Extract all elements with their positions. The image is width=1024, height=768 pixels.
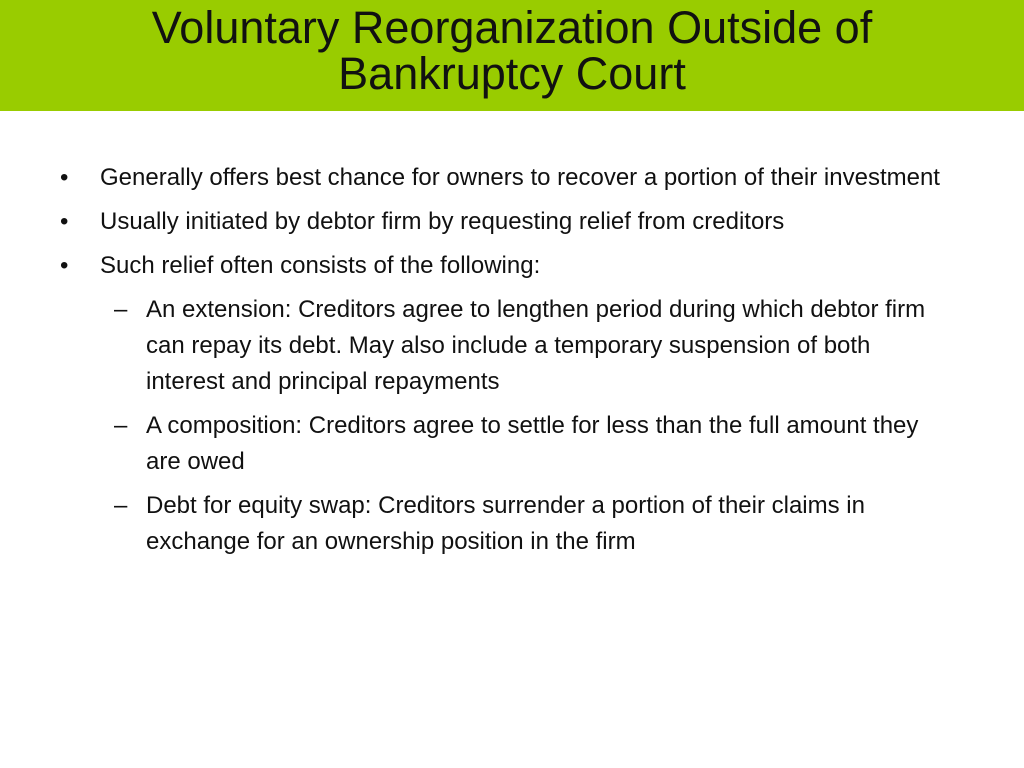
- bullet-item: [60, 160, 960, 196]
- bullet-marker: •: [60, 252, 69, 279]
- bullet-marker: •: [60, 164, 69, 191]
- bullet-text: Such relief often consists of the following:: [100, 252, 541, 279]
- sub-bullet-text: Debt for equity swap: Creditors surrender a portion of their claims in exchange for an ownership position in the firm: [146, 492, 865, 555]
- sub-bullet-item: [60, 292, 946, 400]
- sub-bullet-text: A composition: Creditors agree to settle for less than the full amount they are owed: [146, 412, 919, 475]
- bullet-marker: •: [60, 208, 69, 235]
- sub-bullet-item: [60, 488, 946, 560]
- bullet-item: [60, 204, 960, 240]
- title-line-1: Voluntary Reorganization Outside of: [151, 2, 873, 53]
- slide-title: [0, 0, 1024, 97]
- sub-bullet-item: [60, 408, 946, 480]
- bullet-text: Generally offers best chance for owners to recover a portion of their investment: [100, 164, 940, 191]
- bullet-item: [60, 248, 960, 284]
- sub-bullet-marker: –: [114, 492, 128, 519]
- bullet-list: [60, 160, 960, 568]
- sub-bullet-marker: –: [114, 296, 128, 323]
- sub-bullet-marker: –: [114, 412, 128, 439]
- title-line-2: Bankruptcy Court: [338, 48, 686, 99]
- sub-bullet-text: An extension: Creditors agree to lengthen period during which debtor firm can repay its debt. May also include a temporary suspension of both interest and principal repayments: [146, 296, 926, 395]
- bullet-text: Usually initiated by debtor firm by requesting relief from creditors: [100, 208, 785, 235]
